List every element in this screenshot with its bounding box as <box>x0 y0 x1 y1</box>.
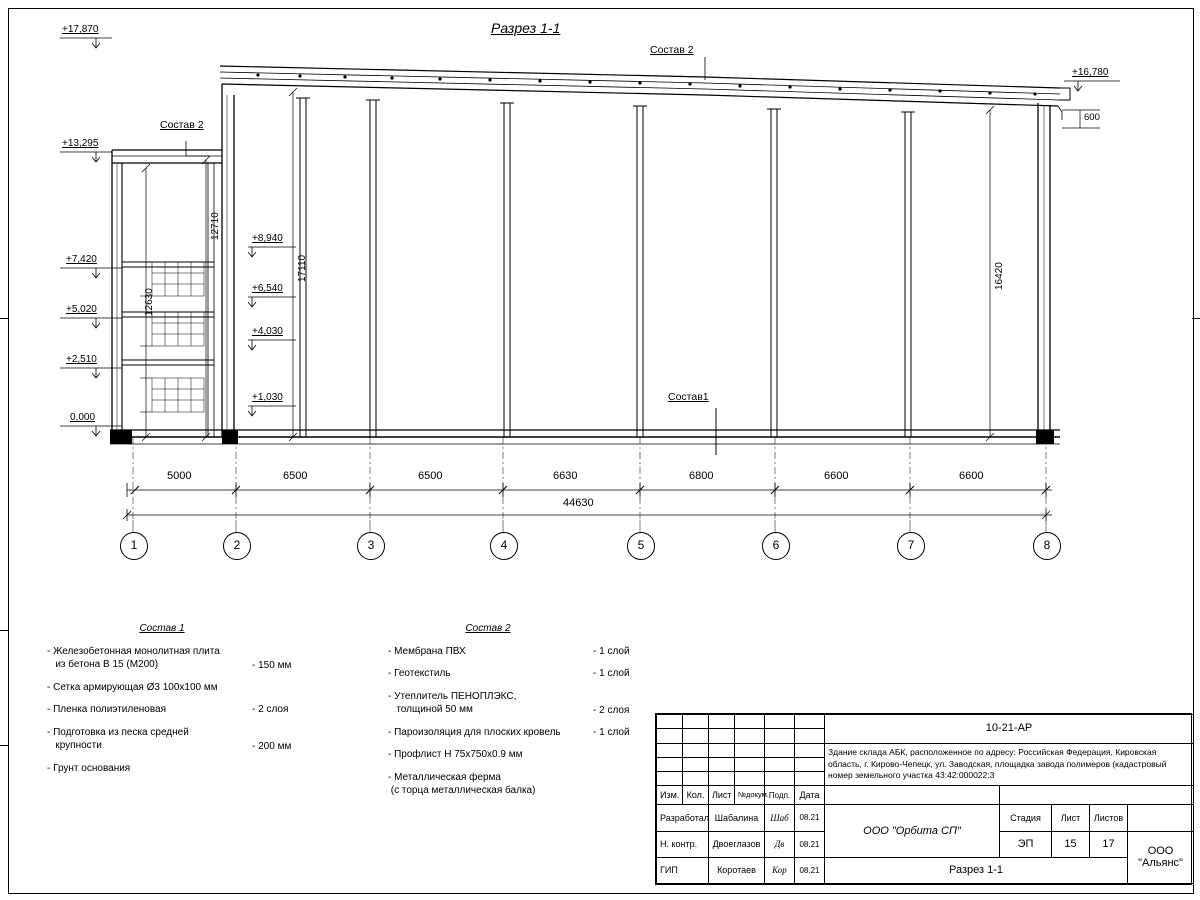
frame-tick-right-1 <box>1192 318 1200 319</box>
spec1-row-2-text: - Сетка армирующая Ø3 100х100 мм <box>47 681 218 693</box>
span-dim-1: 5000 <box>167 470 192 482</box>
stamp-hdr-podp: Подп. <box>765 786 795 805</box>
spec1-title: Состав 1 <box>139 623 185 634</box>
elevation-right: +16,780 <box>1072 67 1109 78</box>
spec-list-1 <box>47 622 347 784</box>
stamp-stage: ЭП <box>1000 831 1052 857</box>
stamp-sheets-label: Листов <box>1090 805 1128 831</box>
stamp-name-3: Коротаев <box>709 857 765 883</box>
elevation-inner-2: +6,540 <box>252 283 283 294</box>
spec2-row-2-qty: - 1 слой <box>593 668 630 679</box>
spec1-row-5 <box>47 762 337 776</box>
span-dim-3: 6500 <box>418 470 443 482</box>
stamp-hdr-doc: №докум. <box>735 786 765 805</box>
axis-mark-4: 4 <box>490 532 518 560</box>
drawing-title: Разрез 1-1 <box>491 20 561 36</box>
spec2-row-1-qty: - 1 слой <box>593 645 630 657</box>
vertical-dim-12710: 12710 <box>210 212 221 240</box>
spec1-row-2 <box>47 681 337 695</box>
axis-mark-2: 2 <box>223 532 251 560</box>
axis-mark-7: 7 <box>897 532 925 560</box>
spec2-row-4-text: - Пароизоляция для плоских кровель <box>388 726 561 738</box>
spec2-row-3-qty: - 2 слоя <box>593 704 630 716</box>
stamp-hdr-kol: Кол. <box>683 786 709 805</box>
elevation-inner-3: +4,030 <box>252 326 283 337</box>
spec2-title: Состав 2 <box>465 623 511 634</box>
stamp-date-2: 08.21 <box>795 831 825 857</box>
stamp-date-3: 08.21 <box>795 857 825 883</box>
stamp-sheet: 15 <box>1052 831 1090 857</box>
span-dim-2: 6500 <box>283 470 308 482</box>
spec2-row-4-qty: - 1 слой <box>593 726 630 738</box>
stamp-role-1: Разработал <box>657 805 709 831</box>
spec1-row-5-text: - Грунт основания <box>47 762 131 774</box>
axis-mark-5: 5 <box>627 532 655 560</box>
stamp-sheet-title: Разрез 1-1 <box>825 857 1128 883</box>
spec2-row-5-text: - Профлист Н 75х750х0.9 мм <box>388 749 523 760</box>
frame-tick-left-1 <box>0 318 9 319</box>
composition-label-bottom: Состав1 <box>668 391 709 403</box>
elevation-left-3: +7,420 <box>66 254 97 265</box>
spec1-row-3-qty: - 2 слоя <box>252 704 289 715</box>
spec2-row-5 <box>388 748 678 762</box>
spec1-row-1-text: - Железобетонная монолитная плита из бетона В 15 (М200) <box>47 645 220 670</box>
spec2-row-4 <box>388 726 678 740</box>
span-dim-5: 6800 <box>689 470 714 482</box>
stamp-sign-2: Дв <box>765 831 795 857</box>
axis-mark-1: 1 <box>120 532 148 560</box>
stamp-sign-1: Шаб <box>765 805 795 831</box>
stamp-sheet-label: Лист <box>1052 805 1090 831</box>
spec2-row-1 <box>388 645 678 659</box>
axis-mark-8: 8 <box>1033 532 1061 560</box>
stamp-name-2: Двоеглазов <box>709 831 765 857</box>
composition-label-top-right: Состав 2 <box>650 44 694 56</box>
stamp-sheets: 17 <box>1090 831 1128 857</box>
frame-tick-left-2 <box>0 630 9 631</box>
span-dim-4: 6630 <box>553 470 578 482</box>
spec1-row-4-qty: - 200 мм <box>252 740 292 752</box>
elevation-left-2: +13,295 <box>62 138 99 149</box>
spec1-row-4-text: - Подготовка из песка средней крупности <box>47 726 189 751</box>
span-dim-7: 6600 <box>959 470 984 482</box>
vertical-dim-16420: 16420 <box>994 262 1005 290</box>
stamp-code: 10-21-АР <box>825 715 1194 744</box>
spec-list-2 <box>388 622 688 807</box>
stamp-stage-label: Стадия <box>1000 805 1052 831</box>
vertical-dim-17110: 17110 <box>297 254 308 282</box>
stamp-object: Здание склада АБК, расположенное по адресу: Российская Федерация, Кировская область, г. Кирово-Чепецк, ул. Заводская, площадка завода полимеров (кадастровый номер земельного участка 43:42:000022:3 <box>825 743 1194 786</box>
total-dim: 44630 <box>563 497 594 509</box>
spec1-row-1-qty: - 150 мм <box>252 659 292 671</box>
spec2-row-2-text: - Геотекстиль <box>388 668 451 679</box>
span-dim-6: 6600 <box>824 470 849 482</box>
title-block <box>655 713 1192 885</box>
stamp-date-1: 08.21 <box>795 805 825 831</box>
spec1-row-4 <box>47 726 337 753</box>
spec2-row-2 <box>388 667 678 681</box>
elevation-inner-4: +1,030 <box>252 392 283 403</box>
stamp-company: ООО "Орбита СП" <box>825 805 1000 857</box>
spec2-row-3 <box>388 690 678 717</box>
spec1-row-3-text: - Пленка полиэтиленовая <box>47 704 167 715</box>
elevation-left-6: 0,000 <box>70 412 96 423</box>
dimension-right-600: 600 <box>1084 112 1100 123</box>
stamp-name-1: Шабалина <box>709 805 765 831</box>
composition-label-left: Состав 2 <box>160 119 204 131</box>
spec2-row-1-text: - Мембрана ПВХ <box>388 645 466 657</box>
spec2-row-6 <box>388 771 678 798</box>
stamp-sign-3: Кор <box>765 857 795 883</box>
elevation-left-5: +2,510 <box>66 354 97 365</box>
stamp-hdr-izm: Изм. <box>657 786 683 805</box>
stamp-role-3: ГИП <box>657 857 709 883</box>
stamp-builder: ООО "Альянс" <box>1128 831 1194 883</box>
axis-mark-6: 6 <box>762 532 790 560</box>
vertical-dim-12630: 12630 <box>144 288 155 316</box>
spec2-row-3-text: - Утеплитель ПЕНОПЛЭКС, толщиной 50 мм <box>388 690 517 715</box>
elevation-left-1: +17,870 <box>62 24 99 35</box>
axis-mark-3: 3 <box>357 532 385 560</box>
stamp-hdr-list: Лист <box>709 786 735 805</box>
spec2-row-6-text: - Металлическая ферма (с торца металлическая балка) <box>388 771 536 796</box>
spec1-row-1 <box>47 645 337 672</box>
elevation-left-4: +5,020 <box>66 304 97 315</box>
spec1-row-3 <box>47 703 337 717</box>
elevation-inner-1: +8,940 <box>252 233 283 244</box>
frame-tick-left-3 <box>0 745 9 746</box>
stamp-hdr-data: Дата <box>795 786 825 805</box>
stamp-role-2: Н. контр. <box>657 831 709 857</box>
